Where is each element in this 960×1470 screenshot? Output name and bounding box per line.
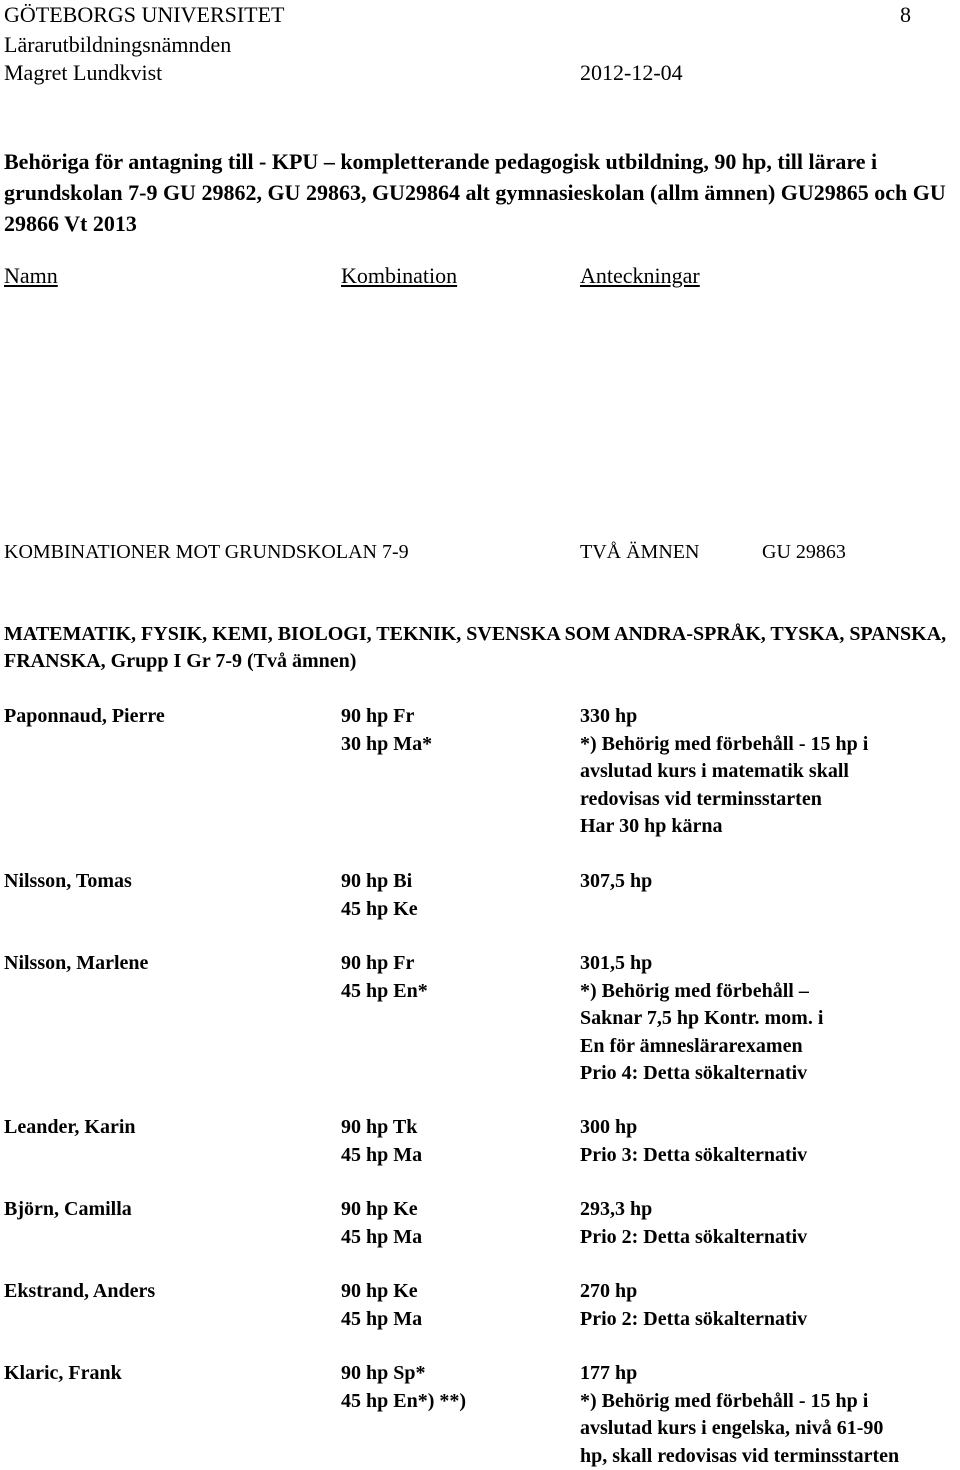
section-code: GU 29863 — [762, 541, 846, 563]
page-number: 8 — [900, 2, 911, 27]
combination-line: 45 hp Ke — [341, 897, 418, 920]
document-date: 2012-12-04 — [580, 60, 683, 85]
applicant-name: Ekstrand, Anders — [4, 1280, 156, 1302]
applicant-combination — [341, 703, 432, 758]
applicant-name: Nilsson, Marlene — [4, 952, 149, 974]
notes-line: 330 hp — [580, 705, 638, 727]
applicant-notes — [580, 1278, 958, 1333]
notes-line: Har 30 hp kärna — [580, 815, 723, 837]
notes-line: 301,5 hp — [580, 952, 653, 974]
notes-line: hp, skall redovisas vid terminsstarten — [580, 1444, 900, 1467]
university-name: GÖTEBORGS UNIVERSITET — [4, 2, 285, 27]
notes-line: 177 hp — [580, 1362, 638, 1384]
applicant-combination — [341, 1196, 422, 1251]
notes-line: 307,5 hp — [580, 870, 653, 892]
notes-line: Saknar 7,5 hp Kontr. mom. i — [580, 1007, 824, 1029]
applicant-name: Paponnaud, Pierre — [4, 705, 165, 727]
notes-line: avslutad kurs i engelska, nivå 61-90 — [580, 1417, 884, 1439]
applicant-name: Björn, Camilla — [4, 1198, 132, 1220]
applicant-notes — [580, 1196, 958, 1251]
applicant-notes — [580, 703, 958, 841]
combination-line: 90 hp Sp* — [341, 1362, 426, 1384]
author-name: Magret Lundkvist — [4, 60, 163, 85]
applicant-combination — [341, 1360, 466, 1415]
section-type: TVÅ ÄMNEN — [580, 541, 700, 563]
applicant-name: Klaric, Frank — [4, 1362, 122, 1384]
notes-line: Prio 3: Detta sökalternativ — [580, 1143, 808, 1166]
combination-line: 90 hp Fr — [341, 705, 415, 727]
combination-line: 90 hp Bi — [341, 870, 413, 892]
combination-line: 90 hp Tk — [341, 1116, 418, 1138]
applicant-notes — [580, 950, 958, 1088]
notes-line: Prio 4: Detta sökalternativ — [580, 1062, 808, 1084]
committee-name: Lärarutbildningsnämnden — [4, 32, 232, 57]
combination-line: 45 hp En*) **) — [341, 1389, 467, 1412]
combination-line: 30 hp Ma* — [341, 732, 433, 755]
combination-line: 90 hp Ke — [341, 1280, 418, 1302]
applicant-combination — [341, 1114, 422, 1169]
subject-list: MATEMATIK, FYSIK, KEMI, BIOLOGI, TEKNIK, SVENSKA SOM ANDRA-SPRÅK, TYSKA, SPANSKA, FRANSKA, Grupp I Gr 7-9 (Två ämnen) — [4, 623, 947, 672]
notes-line: *) Behörig med förbehåll - 15 hp i — [580, 732, 869, 755]
notes-line: *) Behörig med förbehåll – — [580, 979, 809, 1002]
notes-line: Prio 2: Detta sökalternativ — [580, 1307, 808, 1330]
notes-line: Prio 2: Detta sökalternativ — [580, 1225, 808, 1248]
applicant-notes — [580, 868, 958, 896]
applicant-name: Leander, Karin — [4, 1116, 136, 1138]
applicant-notes — [580, 1360, 958, 1470]
applicant-name: Nilsson, Tomas — [4, 870, 132, 892]
notes-line: 270 hp — [580, 1280, 638, 1302]
applicant-notes — [580, 1114, 958, 1169]
combination-line: 45 hp Ma — [341, 1307, 423, 1330]
notes-line: avslutad kurs i matematik skall — [580, 760, 849, 782]
section-heading: KOMBINATIONER MOT GRUNDSKOLAN 7-9 — [4, 541, 409, 563]
notes-line: *) Behörig med förbehåll - 15 hp i — [580, 1389, 869, 1412]
applicant-combination — [341, 1278, 422, 1333]
combination-line: 90 hp Fr — [341, 952, 415, 974]
combination-line: 90 hp Ke — [341, 1198, 418, 1220]
notes-line: 300 hp — [580, 1116, 638, 1138]
document-title: Behöriga för antagning till - KPU – kompletterande pedagogisk utbildning, 90 hp, till lärare i grundskolan 7-9 GU 29862, GU 29863, GU29864 alt gymnasieskolan (allm ämnen) GU29865 och GU 29866 Vt 2013 — [4, 149, 946, 236]
notes-line: redovisas vid terminsstarten — [580, 787, 822, 810]
combination-line: 45 hp Ma — [341, 1225, 423, 1248]
column-header-name: Namn — [4, 263, 58, 288]
applicant-combination — [341, 868, 418, 923]
column-header-combination: Kombination — [341, 263, 458, 288]
notes-line: En för ämneslärarexamen — [580, 1034, 803, 1057]
applicant-combination — [341, 950, 428, 1005]
combination-line: 45 hp Ma — [341, 1143, 423, 1166]
combination-line: 45 hp En* — [341, 979, 428, 1002]
notes-line: 293,3 hp — [580, 1198, 653, 1220]
column-header-notes: Anteckningar — [580, 263, 700, 288]
